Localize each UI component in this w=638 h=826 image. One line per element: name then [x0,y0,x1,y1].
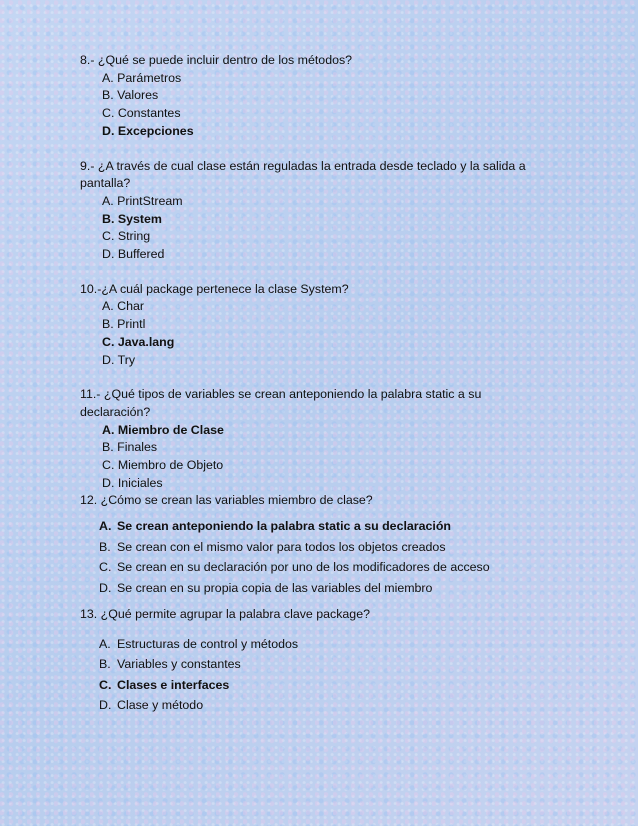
question-11 [80,386,580,492]
option-c: C. Se crean en su declaración por uno de los modificadores de acceso [99,560,490,575]
option-b-answer: B. System [102,211,162,226]
option-c: C. Constantes [102,106,181,121]
question-text: 12. ¿Cómo se crean las variables miembro de clase? [80,493,373,508]
question-text: 13. ¿Qué permite agrupar la palabra clave package? [80,607,370,622]
option-a: A. Estructuras de control y métodos [99,636,299,651]
question-10 [80,281,580,370]
question-12 [80,492,580,598]
question-text: 10.-¿A cuál package pertenece la clase System? [80,281,349,296]
option-a: A. PrintStream [102,193,183,208]
quiz-document [80,52,580,716]
question-text-line-1: 9.- ¿A través de cual clase están reguladas la entrada desde teclado y la salida a [80,158,526,173]
option-d: D. Buffered [102,247,165,262]
option-a-answer: A. Se crean anteponiendo la palabra static a su declaración [99,519,451,534]
option-c-answer: C. Java.lang [102,334,175,349]
option-b: B. Se crean con el mismo valor para todos los objetos creados [99,539,446,554]
options-list [80,516,580,598]
question-text-line-2: declaración? [80,404,151,419]
question-text-line-2: pantalla? [80,176,131,191]
question-text-line-1: 11.- ¿Qué tipos de variables se crean anteponiendo la palabra static a su [80,387,482,402]
option-b: B. Variables y constantes [99,657,241,672]
options-list [80,634,580,716]
option-d: D. Clase y método [99,698,204,713]
question-8 [80,52,580,141]
option-b: B. Finales [102,440,158,455]
option-c: C. String [102,229,151,244]
option-d-answer: D. Excepciones [102,123,194,138]
question-9 [80,158,580,264]
question-text: 8.- ¿Qué se puede incluir dentro de los métodos? [80,53,353,67]
question-13 [80,606,580,716]
option-d: D. Iniciales [102,475,163,490]
option-d: D. Se crean en su propia copia de las variables del miembro [99,580,433,595]
option-c: C. Miembro de Objeto [102,458,224,473]
option-c-answer: C. Clases e interfaces [99,677,230,692]
option-a: A. Parámetros [102,70,182,85]
option-d: D. Try [102,352,136,367]
option-b: B. Printl [102,317,146,332]
option-b: B. Valores [102,88,159,103]
option-a: A. Char [102,299,145,314]
option-a-answer: A. Miembro de Clase [102,422,224,437]
